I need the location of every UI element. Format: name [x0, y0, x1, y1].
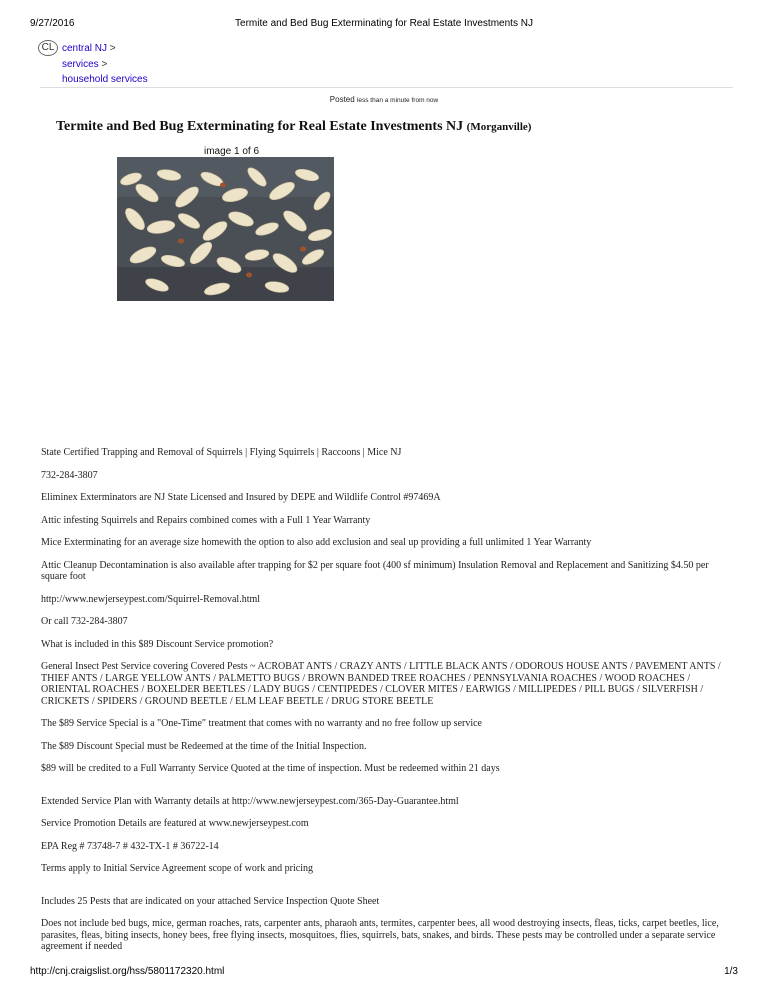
breadcrumb-item: [62, 57, 148, 73]
post-title-text: Termite and Bed Bug Exterminating for Real Estate Investments NJ: [56, 119, 464, 134]
termite-photo[interactable]: [117, 157, 334, 301]
print-date: 9/27/2016: [30, 18, 75, 29]
breadcrumb-link-area[interactable]: central NJ: [62, 43, 108, 54]
body-paragraph: Service Promotion Details are featured at www.newjerseypest.com: [41, 818, 309, 829]
body-paragraph: Extended Service Plan with Warranty details at http://www.newjerseypest.com/365-Day-Guarantee.html: [41, 795, 459, 807]
body-paragraph: What is included in this $89 Discount Service promotion?: [41, 638, 274, 650]
print-footer: [30, 966, 738, 980]
body-paragraph: Attic Cleanup Decontamination is also available after trapping for $2 per square foot (400 sf minimum) Insulation Removal and Replacement and Sanitizing $4.50 per square foot: [41, 559, 709, 582]
print-page-number: 1/3: [724, 966, 738, 977]
breadcrumb-item: [62, 72, 148, 88]
print-header: [30, 18, 738, 32]
body-paragraph: http://www.newjerseypest.com/Squirrel-Removal.html: [41, 593, 261, 605]
body-paragraph: $89 will be credited to a Full Warranty Service Quoted at the time of inspection. Must be redeemed within 21 days: [41, 763, 500, 774]
body-paragraph: EPA Reg # 73748-7 # 432-TX-1 # 36722-14: [41, 840, 219, 852]
body-paragraph: Or call 732-284-3807: [41, 616, 128, 627]
print-doc-title: Termite and Bed Bug Exterminating for Real Estate Investments NJ: [235, 18, 533, 29]
posted-label: Posted: [329, 95, 355, 104]
image-counter: image 1 of 6: [204, 146, 260, 157]
body-paragraph: Attic infesting Squirrels and Repairs combined comes with a Full 1 Year Warranty: [41, 514, 371, 526]
print-url: http://cnj.craigslist.org/hss/5801172320.html: [30, 966, 225, 977]
breadcrumb-link-subcategory[interactable]: household services: [62, 74, 148, 85]
body-paragraph: 732-284-3807: [41, 469, 98, 481]
posted-info: [0, 95, 768, 104]
post-location: (Morganville): [466, 121, 532, 133]
body-paragraph: The $89 Service Special is a "One-Time" treatment that comes with no warranty and no free follow up service: [41, 718, 482, 729]
post-title: [56, 119, 531, 135]
exclusions-paragraph: Does not include bed bugs, mice, german roaches, rats, carpenter ants, pharaoh ants, termites, carpenter bees, all wood destroying insects, fleas, ticks, carpet beetles, lice, parasites, fleas, biting insects, honey bees, free flying insects, mosquitoes, flies, squirrels, bats, snakes, and birds. These pests may be controlled under a separate service agreement if needed: [41, 918, 719, 952]
body-paragraph: Mice Exterminating for an average size homewith the option to also add exclusion and seal up providing a full unlimited 1 Year Warranty: [41, 537, 592, 548]
body-paragraph: State Certified Trapping and Removal of Squirrels | Flying Squirrels | Raccoons | Mice NJ: [41, 447, 402, 458]
post-body: [41, 447, 727, 964]
divider: [40, 87, 733, 88]
breadcrumb: [62, 41, 148, 88]
craigslist-logo[interactable]: CL: [38, 40, 58, 56]
body-paragraph: The $89 Discount Special must be Redeemed at the time of the Initial Inspection.: [41, 740, 367, 752]
breadcrumb-item: [62, 41, 148, 57]
breadcrumb-separator: >: [98, 58, 108, 70]
body-paragraph: Eliminex Exterminators are NJ State Licensed and Insured by DEPE and Wildlife Control #97469A: [41, 492, 441, 503]
body-paragraph: Terms apply to Initial Service Agreement scope of work and pricing: [41, 863, 313, 874]
breadcrumb-separator: >: [107, 43, 116, 54]
posted-time: less than a minute from now: [356, 97, 439, 104]
covered-pests-paragraph: General Insect Pest Service covering Covered Pests ~ ACROBAT ANTS / CRAZY ANTS / LITTLE BLACK ANTS / ODOROUS HOUSE ANTS / PAVEMENT ANTS / THIEF ANTS / LARGE YELLOW ANTS / PALMETTO BUGS / BROWN BANDED TREE ROACHES / PENNSYLVANIA ROACHES / WOOD ROACHES / ORIENTAL ROACHES / BOXELDER BEETLES / LADY BUGS / CENTIPEDES / CLOVER MITES / EARWIGS / MILLIPEDES / PILL BUGS / SILVERFISH / CRICKETS / SPIDERS / GROUND BEETLE / ELM LEAF BEETLE / DRUG STORE BEETLE: [41, 661, 721, 707]
body-paragraph: Includes 25 Pests that are indicated on your attached Service Inspection Quote Sheet: [41, 895, 380, 907]
breadcrumb-link-category[interactable]: services: [62, 58, 99, 70]
